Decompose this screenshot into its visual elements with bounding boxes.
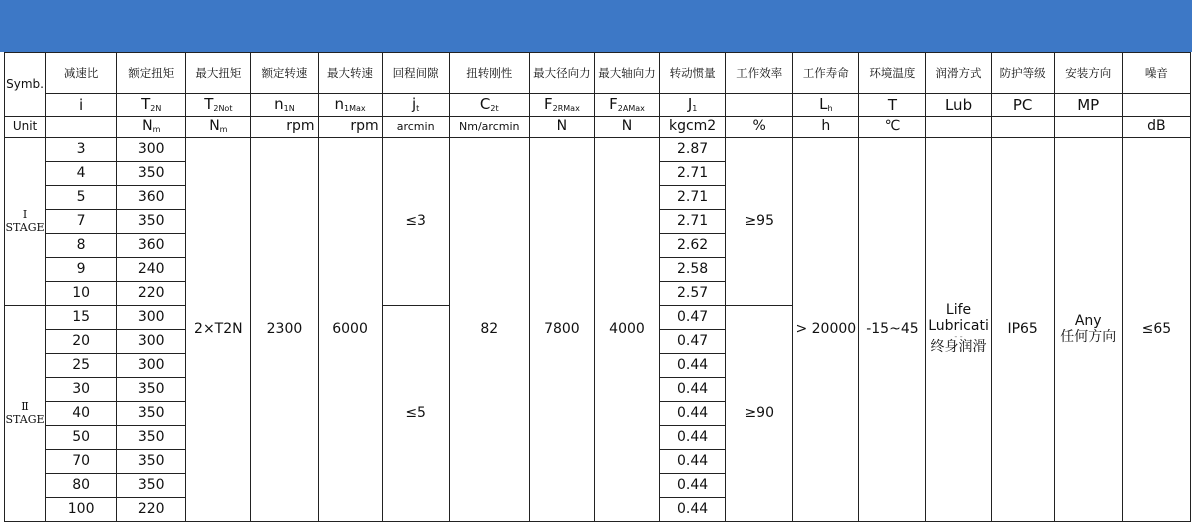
ratio-cell: 5 [46, 186, 117, 210]
inertia-cell: 2.62 [660, 234, 726, 258]
ratio-cell: 8 [46, 234, 117, 258]
lubrication-line: 终身润滑 [930, 339, 987, 356]
inertia-cell: 0.44 [660, 354, 726, 378]
symbol-life [793, 94, 859, 117]
symbol-row [5, 94, 1191, 117]
ratio-cell: 3 [46, 138, 117, 162]
header-row [5, 53, 1191, 94]
efficiency-cell: ≥90 [726, 306, 793, 522]
lubrication-line: - - [954, 332, 963, 341]
symbol-stiffness [449, 94, 529, 117]
symbol-rated_torque [117, 94, 186, 117]
inertia-cell: 2.71 [660, 186, 726, 210]
symbol-max_speed-base: n [334, 95, 344, 114]
ratio-cell: 4 [46, 162, 117, 186]
inertia-cell: 2.87 [660, 138, 726, 162]
unit-stiffness: Nm/arcmin [449, 117, 529, 138]
unit-rated_torque [117, 117, 186, 138]
symbol-inertia-sub: 1 [692, 104, 698, 114]
lubrication-line: Lubricati [928, 317, 989, 334]
column-header: 最大径向力 [529, 53, 594, 94]
column-header: 防护等级 [991, 53, 1054, 94]
spec-table [4, 52, 1191, 522]
rated-torque-cell: 360 [117, 186, 186, 210]
symbol-max_speed-sub: 1Max [343, 104, 366, 114]
rated-torque-cell: 240 [117, 258, 186, 282]
unit-label: Unit [5, 117, 46, 138]
rated-torque-cell: 350 [117, 402, 186, 426]
inertia-cell: 0.44 [660, 378, 726, 402]
ratio-cell: 30 [46, 378, 117, 402]
symbol-protection: PC [991, 94, 1054, 117]
column-header: 环境温度 [859, 53, 926, 94]
inertia-cell: 2.71 [660, 210, 726, 234]
ratio-cell: 20 [46, 330, 117, 354]
unit-backlash: arcmin [382, 117, 449, 138]
inertia-cell: 0.44 [660, 426, 726, 450]
column-header: 最大转速 [318, 53, 382, 94]
inertia-cell: 2.58 [660, 258, 726, 282]
unit-rated_torque-sub: m [152, 125, 161, 135]
symbol-radial_force-sub: 2RMax [552, 104, 580, 114]
unit-noise: dB [1122, 117, 1190, 138]
symbol-max_torque [186, 94, 251, 117]
symbol-efficiency [726, 94, 793, 117]
stage-numeral: Ⅱ [21, 400, 29, 414]
symbol-radial_force [529, 94, 594, 117]
rated-torque-cell: 350 [117, 378, 186, 402]
column-header: 工作效率 [726, 53, 793, 94]
symbol-rated_torque-sub: 2N [150, 104, 162, 114]
stage-numeral: Ⅰ [22, 208, 28, 222]
rated-torque-cell: 360 [117, 234, 186, 258]
symbol-ratio: i [46, 94, 117, 117]
ratio-cell: 80 [46, 474, 117, 498]
symbol-max_speed [318, 94, 382, 117]
symbol-backlash [382, 94, 449, 117]
symbol-life-base: L [819, 95, 828, 114]
ratio-cell: 50 [46, 426, 117, 450]
symbol-rated_speed [251, 94, 318, 117]
unit-inertia: kgcm2 [660, 117, 726, 138]
symbol-axial_force-base: F [609, 95, 618, 114]
unit-protection [991, 117, 1054, 138]
column-header: 扭转刚性 [449, 53, 529, 94]
lubrication-cell [926, 138, 991, 522]
unit-row [5, 117, 1191, 138]
column-header: 安装方向 [1054, 53, 1122, 94]
unit-max_torque-base: N [209, 118, 220, 135]
header-symb: Symb. [5, 53, 46, 117]
symbol-max_torque-sub: 2Not [213, 104, 233, 114]
header-banner [0, 0, 1192, 52]
rated-torque-cell: 300 [117, 354, 186, 378]
column-header: 噪音 [1122, 53, 1190, 94]
unit-rated_speed: rpm [251, 117, 318, 138]
symbol-lubrication: Lub [926, 94, 991, 117]
inertia-cell: 0.44 [660, 402, 726, 426]
stage-text: STAGE [5, 220, 45, 234]
backlash-cell: ≤3 [382, 138, 449, 306]
table-row [5, 138, 1191, 162]
symbol-rated_speed-base: n [274, 95, 284, 114]
inertia-cell: 2.71 [660, 162, 726, 186]
symbol-max_torque-base: T [204, 95, 214, 114]
ratio-cell: 10 [46, 282, 117, 306]
inertia-cell: 0.44 [660, 450, 726, 474]
symbol-inertia [660, 94, 726, 117]
rated-torque-cell: 300 [117, 138, 186, 162]
symbol-axial_force-sub: 2AMax [617, 104, 645, 114]
rated-torque-cell: 350 [117, 210, 186, 234]
unit-radial_force: N [529, 117, 594, 138]
column-header: 工作寿命 [793, 53, 859, 94]
column-header: 额定扭矩 [117, 53, 186, 94]
symbol-life-sub: h [827, 104, 833, 114]
unit-mounting [1054, 117, 1122, 138]
rated-torque-cell: 220 [117, 282, 186, 306]
rated-speed-cell: 2300 [251, 138, 318, 522]
temperature-cell: -15~45 [859, 138, 926, 522]
stiffness-cell: 82 [449, 138, 529, 522]
rated-torque-cell: 350 [117, 426, 186, 450]
unit-max_torque [186, 117, 251, 138]
inertia-cell: 0.44 [660, 498, 726, 522]
unit-rated_torque-base: N [142, 118, 153, 135]
column-header: 最大轴向力 [594, 53, 659, 94]
inertia-cell: 0.44 [660, 474, 726, 498]
unit-lubrication [926, 117, 991, 138]
column-header: 最大扭矩 [186, 53, 251, 94]
column-header: 转动惯量 [660, 53, 726, 94]
unit-ratio [46, 117, 117, 138]
symbol-rated_speed-sub: 1N [283, 104, 295, 114]
unit-max_speed: rpm [318, 117, 382, 138]
efficiency-cell: ≥95 [726, 138, 793, 306]
ratio-cell: 70 [46, 450, 117, 474]
symbol-backlash-base: j [411, 95, 417, 114]
mounting-cell [1054, 138, 1122, 522]
inertia-cell: 0.47 [660, 330, 726, 354]
unit-temperature: ℃ [859, 117, 926, 138]
column-header: 减速比 [46, 53, 117, 94]
rated-torque-cell: 350 [117, 474, 186, 498]
stage-label [5, 138, 46, 306]
symbol-noise [1122, 94, 1190, 117]
symbol-stiffness-base: C [479, 95, 491, 114]
max-torque-cell: 2×T2N [186, 138, 251, 522]
column-header: 润滑方式 [926, 53, 991, 94]
ratio-cell: 15 [46, 306, 117, 330]
unit-axial_force: N [594, 117, 659, 138]
symbol-backlash-sub: t [416, 104, 420, 114]
inertia-cell: 2.57 [660, 282, 726, 306]
symbol-rated_torque-base: T [141, 95, 151, 114]
symbol-mounting: MP [1054, 94, 1122, 117]
symbol-stiffness-sub: 2t [490, 104, 499, 114]
rated-torque-cell: 350 [117, 450, 186, 474]
ratio-cell: 9 [46, 258, 117, 282]
symbol-inertia-base: J [687, 95, 693, 114]
ratio-cell: 40 [46, 402, 117, 426]
mounting-line: 任何方向 [1060, 328, 1117, 345]
axial-force-cell: 4000 [594, 138, 659, 522]
rated-torque-cell: 350 [117, 162, 186, 186]
unit-max_torque-sub: m [219, 125, 228, 135]
lubrication-line: Life [945, 302, 972, 319]
rated-torque-cell: 220 [117, 498, 186, 522]
ratio-cell: 7 [46, 210, 117, 234]
max-speed-cell: 6000 [318, 138, 382, 522]
stage-label [5, 306, 46, 522]
noise-cell: ≤65 [1122, 138, 1190, 522]
backlash-cell: ≤5 [382, 306, 449, 522]
rated-torque-cell: 300 [117, 330, 186, 354]
life-cell: > 20000 [793, 138, 859, 522]
mounting-line: Any [1074, 313, 1102, 330]
symbol-axial_force [594, 94, 659, 117]
ratio-cell: 100 [46, 498, 117, 522]
column-header: 回程间隙 [382, 53, 449, 94]
column-header: 额定转速 [251, 53, 318, 94]
radial-force-cell: 7800 [529, 138, 594, 522]
protection-cell: IP65 [991, 138, 1054, 522]
inertia-cell: 0.47 [660, 306, 726, 330]
stage-text: STAGE [5, 412, 45, 426]
symbol-radial_force-base: F [543, 95, 553, 114]
unit-life: h [793, 117, 859, 138]
symbol-temperature: T [859, 94, 926, 117]
unit-efficiency: % [726, 117, 793, 138]
rated-torque-cell: 300 [117, 306, 186, 330]
ratio-cell: 25 [46, 354, 117, 378]
